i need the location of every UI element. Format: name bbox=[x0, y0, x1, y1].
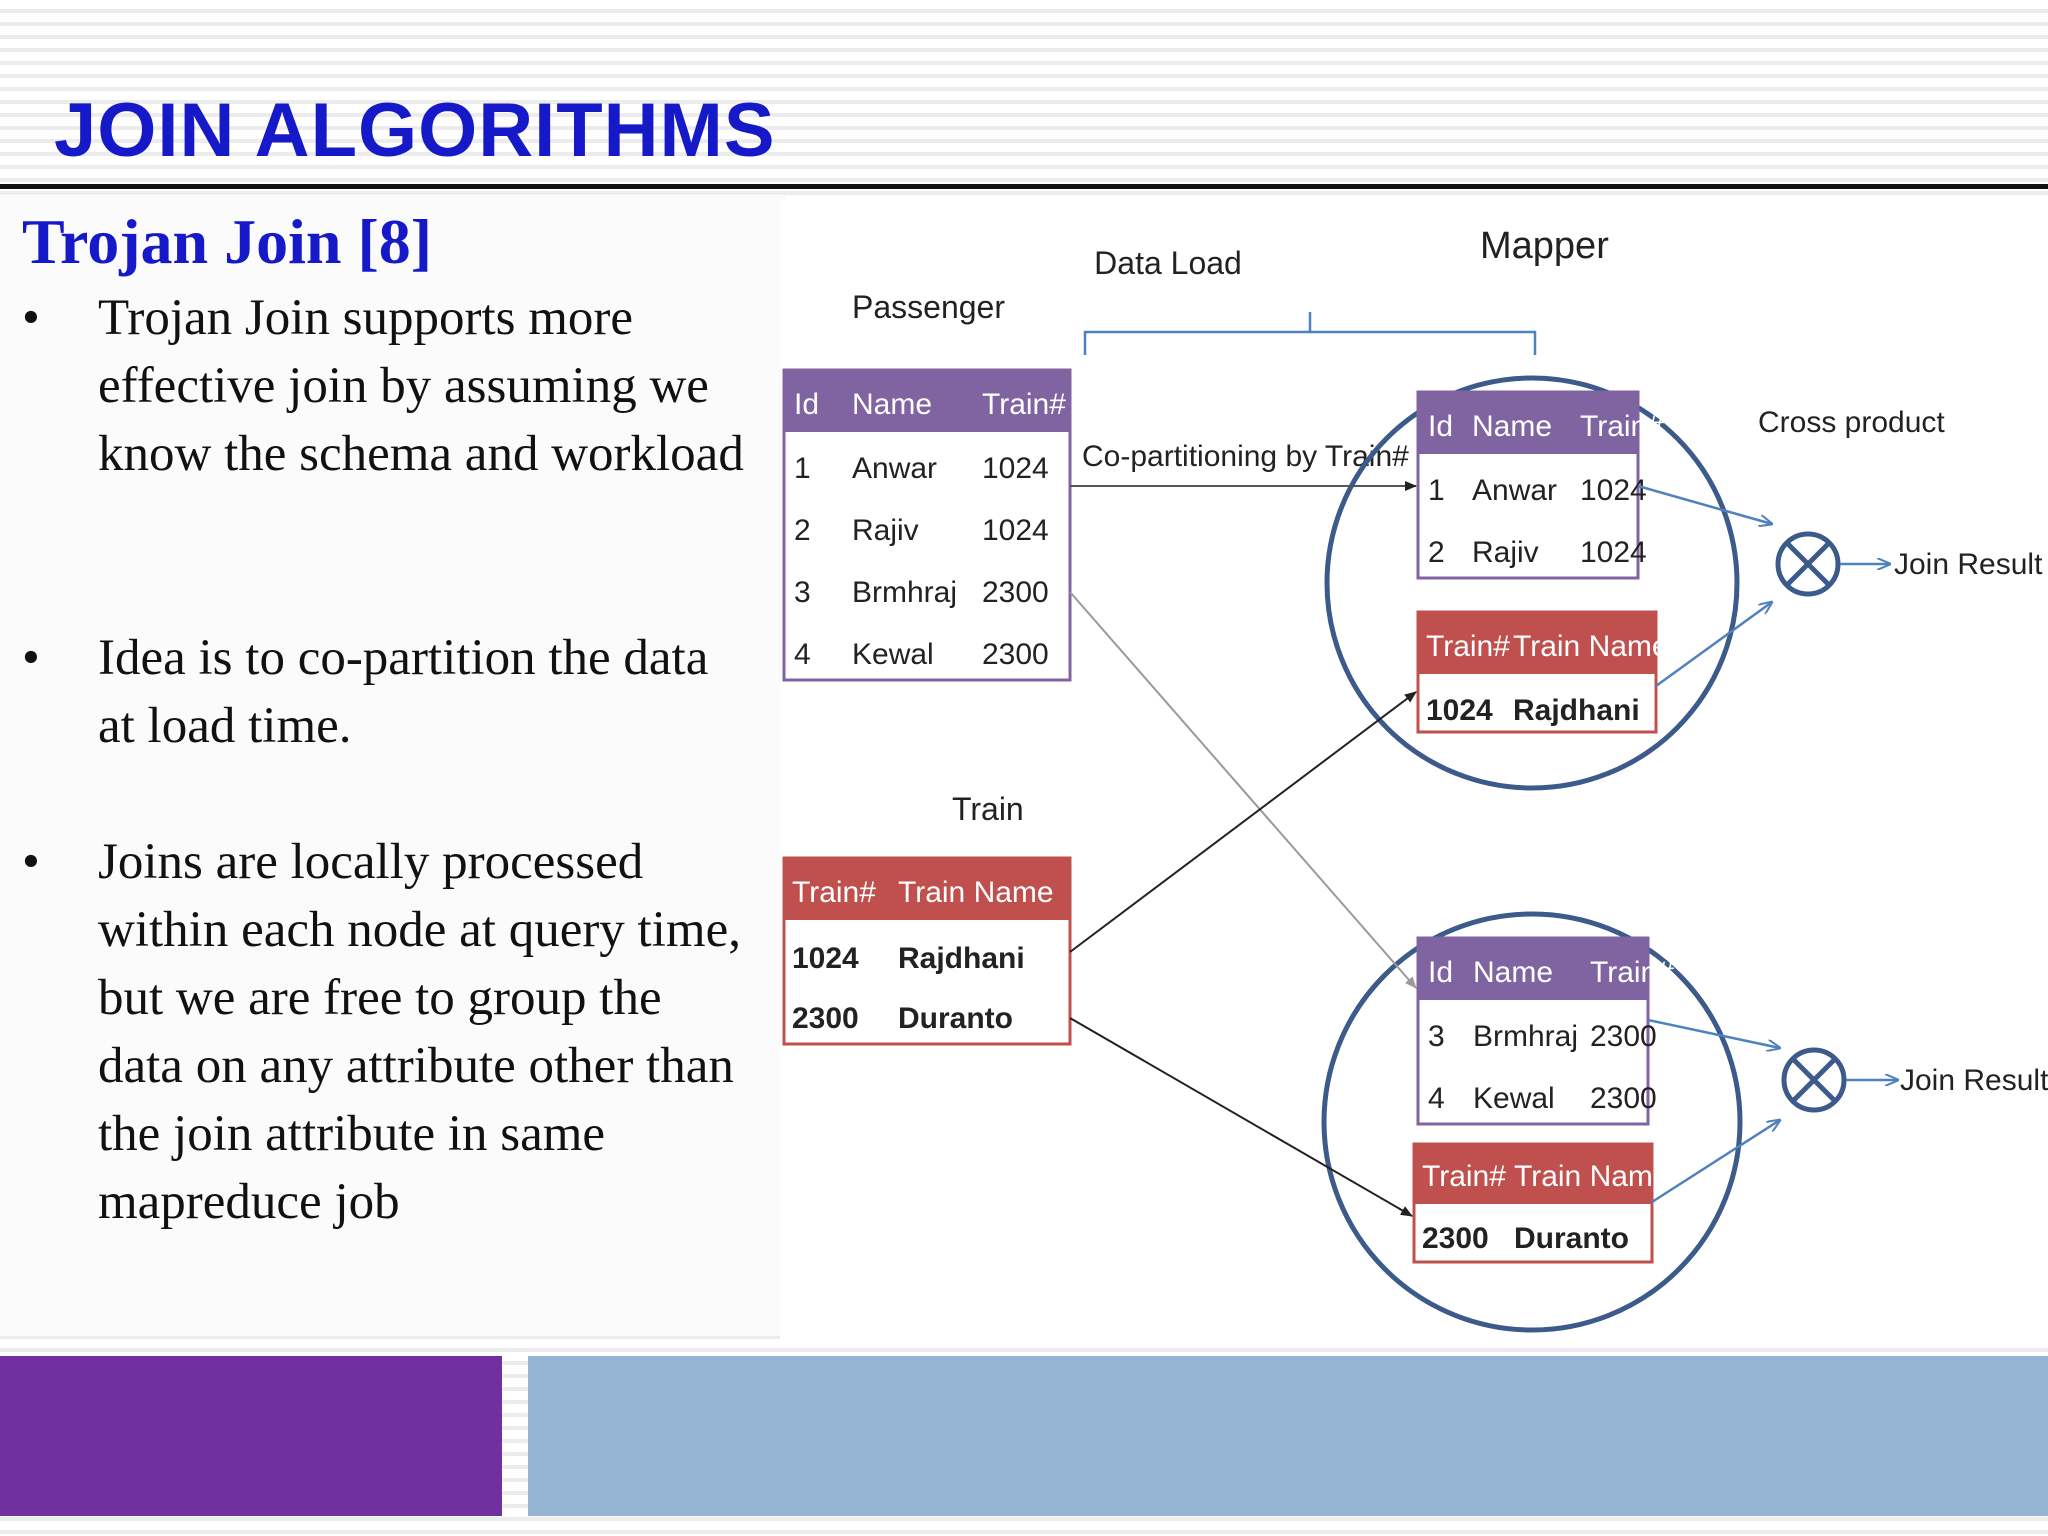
cross-product-icon bbox=[1778, 534, 1838, 594]
table-header-cell: Train# bbox=[792, 876, 876, 909]
footer-accent-blue bbox=[528, 1356, 2048, 1516]
table-cell: 2300 bbox=[792, 1002, 859, 1035]
bullet-text: Trojan Join supports more effective join by assuming we know the schema and workload bbox=[98, 290, 744, 482]
table-cell: 1024 bbox=[792, 942, 859, 975]
bullet-item bbox=[22, 284, 752, 488]
mapper-1-passenger-table bbox=[1418, 392, 1664, 578]
table-header-cell: Id bbox=[794, 388, 820, 421]
table-row bbox=[1428, 1082, 1657, 1115]
bullet-item bbox=[22, 624, 752, 760]
table-cell: 2 bbox=[794, 514, 811, 547]
mapper-2-train-table bbox=[1414, 1144, 1670, 1262]
train-table bbox=[784, 858, 1070, 1044]
table-header-cell: Train# bbox=[982, 388, 1066, 421]
table-cell: 4 bbox=[1428, 1082, 1445, 1115]
table-cell: Kewal bbox=[1473, 1082, 1555, 1115]
table-row bbox=[1422, 1222, 1629, 1255]
table-cell: 4 bbox=[794, 638, 811, 671]
bullet-text: Idea is to co-partition the data at load time. bbox=[98, 630, 709, 754]
train-label: Train bbox=[952, 791, 1024, 827]
table-cell: Rajdhani bbox=[898, 942, 1025, 975]
bullet-text: Joins are locally processed within each node at query time, but we are free to group the data on any attribute other than the join attribute in same mapreduce job bbox=[98, 834, 741, 1230]
cross-product-label: Cross product bbox=[1758, 406, 1945, 439]
mapper-label: Mapper bbox=[1480, 225, 1609, 267]
table-header-cell: Name bbox=[852, 388, 933, 421]
table-header-cell: Name bbox=[1473, 956, 1554, 989]
mapper-1-train-table bbox=[1418, 612, 1669, 732]
table-cell: Duranto bbox=[1514, 1222, 1629, 1255]
passenger-label: Passenger bbox=[852, 289, 1005, 325]
table-header-cell: Train# bbox=[1426, 630, 1510, 663]
join-result-label: Join Result bbox=[1900, 1064, 2048, 1097]
table-cell: 2300 bbox=[1422, 1222, 1489, 1255]
table-header-cell: Name bbox=[1472, 410, 1553, 443]
cross-product-icon bbox=[1784, 1050, 1844, 1110]
bullet-icon: • bbox=[22, 630, 40, 686]
partition-arrow bbox=[1070, 692, 1416, 952]
table-cell: 1 bbox=[1428, 474, 1445, 507]
data-load-label: Data Load bbox=[1094, 245, 1242, 281]
table-cell: Rajdhani bbox=[1513, 694, 1640, 727]
table-cell: Anwar bbox=[852, 452, 938, 485]
partition-arrow bbox=[1070, 1018, 1412, 1216]
join-input-arrow bbox=[1652, 1120, 1780, 1202]
trojan-join-diagram bbox=[780, 200, 2048, 1340]
table-header-cell: Train Name bbox=[898, 876, 1054, 909]
table-cell: 1 bbox=[794, 452, 811, 485]
table-row bbox=[792, 1002, 1013, 1035]
table-header-cell: Train# bbox=[1580, 410, 1664, 443]
bullet-icon: • bbox=[22, 834, 40, 890]
table-cell: Duranto bbox=[898, 1002, 1013, 1035]
table-header-cell: Train Name bbox=[1514, 1160, 1670, 1193]
table-cell: 2300 bbox=[982, 638, 1049, 671]
table-row bbox=[794, 452, 1049, 485]
data-load-bracket bbox=[1085, 312, 1535, 355]
table-row bbox=[794, 638, 1049, 671]
table-row bbox=[794, 576, 1049, 609]
footer-accent-purple bbox=[0, 1356, 502, 1516]
slide-title: JOIN ALGORITHMS bbox=[54, 88, 776, 173]
table-cell: Rajiv bbox=[1472, 536, 1539, 569]
table-cell: 2300 bbox=[1590, 1020, 1657, 1053]
table-cell: 1024 bbox=[982, 514, 1049, 547]
co-partitioning-label: Co-partitioning by Train# bbox=[1082, 440, 1409, 473]
table-cell: 1024 bbox=[982, 452, 1049, 485]
table-cell: Brmhraj bbox=[852, 576, 958, 609]
table-cell: Kewal bbox=[852, 638, 934, 671]
bullet-icon: • bbox=[22, 290, 40, 346]
table-header-cell: Id bbox=[1428, 410, 1454, 443]
diagram-canvas bbox=[780, 200, 2048, 1340]
join-result-label: Join Result bbox=[1894, 548, 2043, 581]
table-cell: 2 bbox=[1428, 536, 1445, 569]
table-cell: 2300 bbox=[982, 576, 1049, 609]
title-divider bbox=[0, 184, 2048, 189]
partition-arrow bbox=[1070, 592, 1416, 988]
table-row bbox=[794, 514, 1049, 547]
mapper-2-passenger-table bbox=[1418, 938, 1674, 1124]
passenger-table bbox=[784, 370, 1070, 680]
table-cell: 3 bbox=[794, 576, 811, 609]
section-heading: Trojan Join [8] bbox=[22, 206, 433, 277]
table-header-cell: Train Name bbox=[1513, 630, 1669, 663]
table-cell: Anwar bbox=[1472, 474, 1558, 507]
table-cell: 2300 bbox=[1590, 1082, 1657, 1115]
table-cell: 1024 bbox=[1426, 694, 1493, 727]
table-cell: Rajiv bbox=[852, 514, 919, 547]
table-row bbox=[1428, 1020, 1657, 1053]
bullet-item bbox=[22, 828, 752, 1236]
table-cell: Brmhraj bbox=[1473, 1020, 1579, 1053]
table-row bbox=[1426, 694, 1640, 727]
table-cell: 1024 bbox=[1580, 536, 1647, 569]
table-cell: 1024 bbox=[1580, 474, 1647, 507]
join-input-arrow bbox=[1638, 486, 1772, 524]
table-row bbox=[792, 942, 1025, 975]
table-header-cell: Id bbox=[1428, 956, 1454, 989]
table-cell: 3 bbox=[1428, 1020, 1445, 1053]
table-header-cell: Train# bbox=[1422, 1160, 1506, 1193]
table-header-cell: Train# bbox=[1590, 956, 1674, 989]
